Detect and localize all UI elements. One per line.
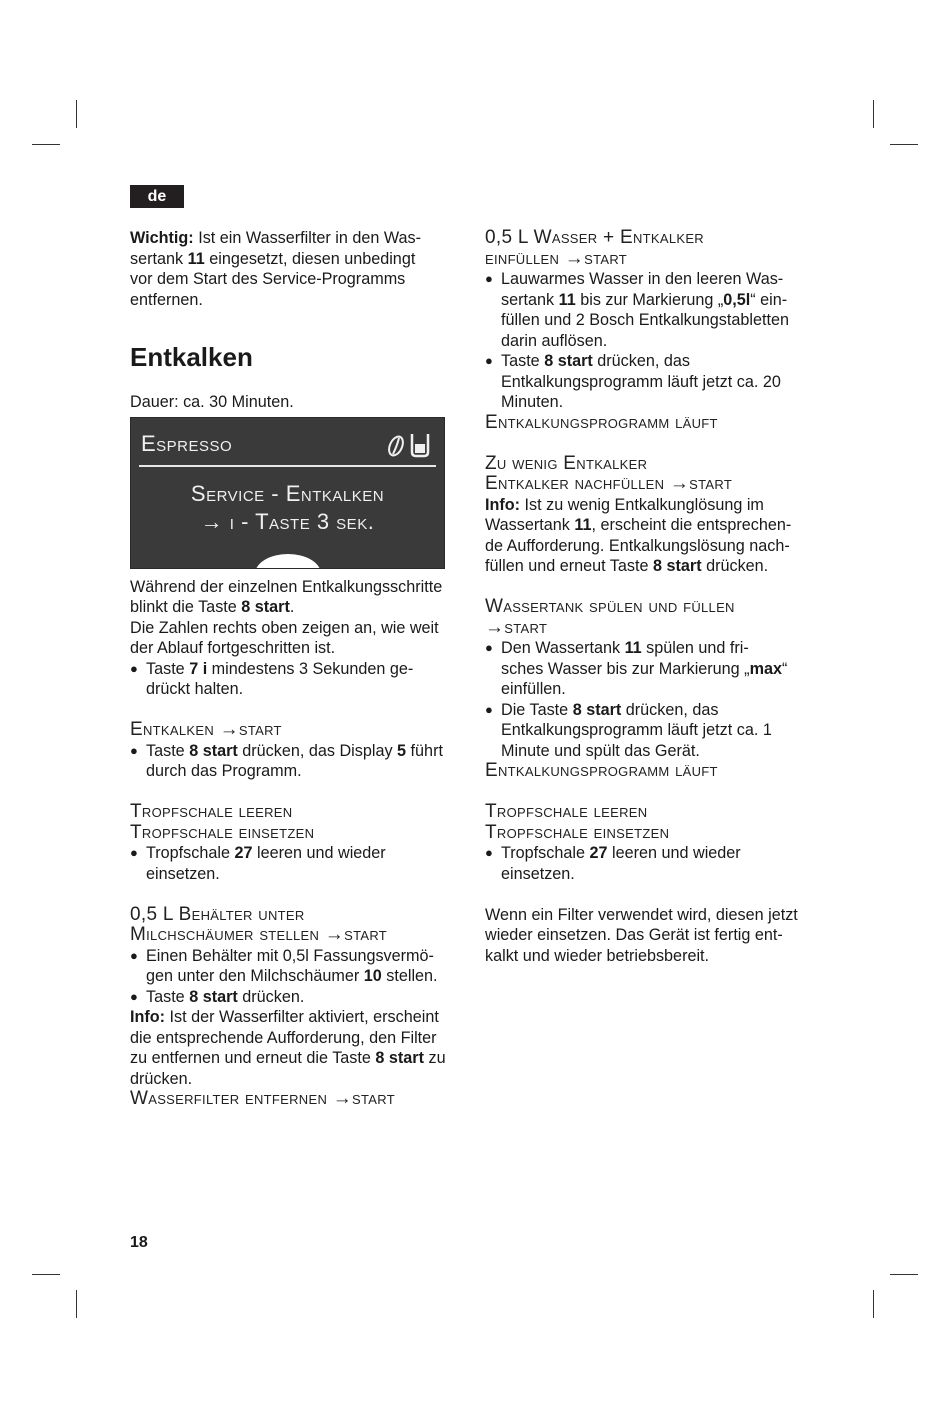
section-heading: Entkalken [130, 342, 253, 372]
text: , erscheint die entsprechen- [591, 516, 792, 534]
display-text: Tropfschale leeren [485, 801, 648, 822]
text: Während der einzelnen Entkalkungsschritte [130, 577, 443, 596]
info-note [485, 495, 825, 577]
list-item [485, 843, 825, 884]
text: . [289, 598, 295, 616]
text: Taste [146, 987, 190, 1006]
list-item [485, 269, 825, 351]
left-column [130, 228, 470, 1110]
text: Die Zahlen rechts oben zeigen an, wie weit [130, 618, 439, 637]
text: drücken, das [592, 352, 690, 370]
text: 11 [624, 639, 642, 657]
language-tag: de [130, 185, 184, 208]
text: drücken, das [621, 700, 719, 719]
text: 27 [589, 844, 608, 862]
display-message-line-1: Service - Entkalken [190, 480, 385, 506]
duration: Dauer: ca. 30 Minuten. [130, 393, 294, 411]
text: 27 [234, 844, 253, 862]
text: 11 [574, 516, 592, 534]
text: spülen und fri- [641, 639, 749, 657]
text: sertank [130, 249, 188, 268]
text: 0,5l [723, 290, 751, 309]
display-text: Wassertank spülen und füllen [485, 596, 735, 617]
text: Ist ein Wasserfilter in den Was- [193, 229, 421, 247]
text: 8 start [189, 987, 238, 1006]
display-text: Entkalker nachfüllen →start [485, 473, 733, 494]
bean-cup-icon [384, 430, 434, 460]
display-text: Milchschäumer stellen →start [130, 924, 388, 945]
text: zu entfernen und erneut die Taste [130, 1049, 376, 1067]
right-column [485, 228, 825, 966]
display-message-line-2: → i - Taste 3 sek. [200, 508, 375, 534]
important-note [130, 228, 470, 310]
text: Einen Behälter mit 0,5l Fassungsvermö- [146, 946, 434, 965]
display-knob [255, 554, 321, 569]
text: Taste [146, 659, 190, 678]
list-item [485, 351, 825, 413]
text: drücken. [237, 987, 305, 1006]
text: 10 [363, 967, 382, 985]
text: drückt halten. [146, 680, 244, 698]
text: drücken. [701, 557, 769, 575]
text: max [749, 659, 782, 678]
info-label: Info: [485, 495, 521, 514]
text: Tropfschale [146, 844, 235, 862]
text: 8 start [375, 1049, 424, 1067]
crop-mark [890, 144, 918, 145]
text: Entkalkungsprogramm läuft jetzt ca. 20 [501, 372, 781, 391]
text: zu [423, 1049, 446, 1067]
text: 8 start [572, 700, 622, 719]
text: wieder einsetzen. Das Gerät ist fertig ent- [485, 926, 783, 944]
text: leeren und wieder [607, 844, 741, 862]
text: führt [406, 741, 443, 760]
text: kalkt und wieder betriebsbereit. [485, 946, 710, 965]
text: Taste [501, 352, 545, 370]
text: darin auflösen. [501, 331, 608, 350]
text: 7 i [189, 659, 208, 678]
crop-mark [76, 1290, 77, 1318]
list-item [130, 843, 470, 884]
crop-mark [76, 100, 77, 128]
display-text: Tropfschale leeren [130, 801, 293, 822]
list-item [485, 638, 825, 700]
text: 8 start [189, 741, 238, 760]
display-text: einfüllen →start [485, 247, 628, 269]
closing-paragraph [485, 905, 825, 967]
crop-mark [873, 1290, 874, 1318]
display-text: Entkalkungsprogramm läuft [485, 411, 718, 433]
text: sches Wasser bis zur Markierung „ [501, 659, 750, 678]
text: 11 [187, 249, 205, 268]
text: 8 start [241, 598, 290, 616]
info-label: Info: [130, 1008, 166, 1026]
text: der Ablauf fortgeschritten ist. [130, 639, 336, 657]
text: gen unter den Milchschäumer [146, 967, 364, 985]
text: Wenn ein Filter verwendet wird, diesen jetzt [485, 905, 798, 924]
display-text: Wasserfilter entfernen →start [130, 1088, 395, 1109]
page-number: 18 [130, 1234, 148, 1251]
display-text: Tropfschale einsetzen [130, 821, 315, 843]
text: drücken. [130, 1069, 193, 1088]
text: de Aufforderung. Entkalkungslösung nach- [485, 536, 790, 555]
list-item [485, 700, 825, 762]
text: mindestens 3 Sekunden ge- [207, 659, 414, 678]
text: Minuten. [501, 393, 564, 411]
text: Wassertank [485, 516, 575, 534]
display-icons [384, 430, 434, 466]
text: Lauwarmes Wasser in den leeren Was- [501, 270, 784, 288]
text: Entkalkungsprogramm läuft jetzt ca. 1 [501, 721, 772, 739]
text: Tropfschale [501, 844, 590, 862]
display-title: Espresso [141, 430, 233, 456]
text: “ ein- [750, 290, 788, 309]
text: entfernen. [130, 290, 203, 309]
text: einsetzen. [501, 864, 575, 883]
display-divider [139, 465, 436, 467]
text: Ist der Wasserfilter aktiviert, erscheint [165, 1008, 439, 1026]
list-item [130, 987, 470, 1008]
display-text: 0,5 L Wasser + Entkalker [485, 227, 704, 248]
text: 5 [397, 741, 407, 760]
text: füllen und erneut Taste [485, 557, 653, 575]
text: leeren und wieder [252, 844, 386, 862]
text: eingesetzt, diesen unbedingt [204, 249, 416, 268]
text: sertank [501, 290, 559, 309]
text: Den Wassertank [501, 639, 625, 657]
display-text: Tropfschale einsetzen [485, 821, 670, 843]
text: “ [781, 659, 788, 678]
machine-display [130, 417, 445, 569]
important-label: Wichtig: [130, 229, 194, 247]
text: Ist zu wenig Entkalkunglösung im [520, 495, 764, 514]
display-text: Entkalkungsprogramm läuft [485, 760, 718, 781]
text: Die Taste [501, 700, 573, 719]
text: durch das Programm. [146, 762, 302, 780]
display-text: Zu wenig Entkalker [485, 452, 648, 474]
list-item [130, 659, 470, 700]
crop-mark [32, 144, 60, 145]
text: blinkt die Taste [130, 598, 242, 616]
text: stellen. [381, 967, 438, 985]
paragraph [130, 577, 470, 659]
display-text: Entkalken →start [130, 719, 282, 740]
display-text: →start [485, 616, 548, 638]
text: Taste [146, 741, 190, 760]
text: füllen und 2 Bosch Entkalkungstabletten [501, 311, 789, 329]
text: vor dem Start des Service-Programms [130, 270, 406, 288]
text: einsetzen. [146, 864, 220, 883]
display-text: 0,5 L Behälter unter [130, 903, 305, 925]
text: 8 start [653, 557, 702, 575]
list-item [130, 741, 470, 782]
text: 8 start [544, 352, 593, 370]
text: einfüllen. [501, 680, 566, 698]
info-note [130, 1007, 470, 1089]
crop-mark [890, 1274, 918, 1275]
text: bis zur Markierung „ [575, 290, 724, 309]
crop-mark [873, 100, 874, 128]
crop-mark [32, 1274, 60, 1275]
list-item [130, 946, 470, 987]
text: die entsprechende Aufforderung, den Filter [130, 1028, 437, 1047]
text: 11 [558, 290, 576, 309]
text: Minute und spült das Gerät. [501, 741, 700, 760]
text: drücken, das Display [237, 741, 398, 760]
